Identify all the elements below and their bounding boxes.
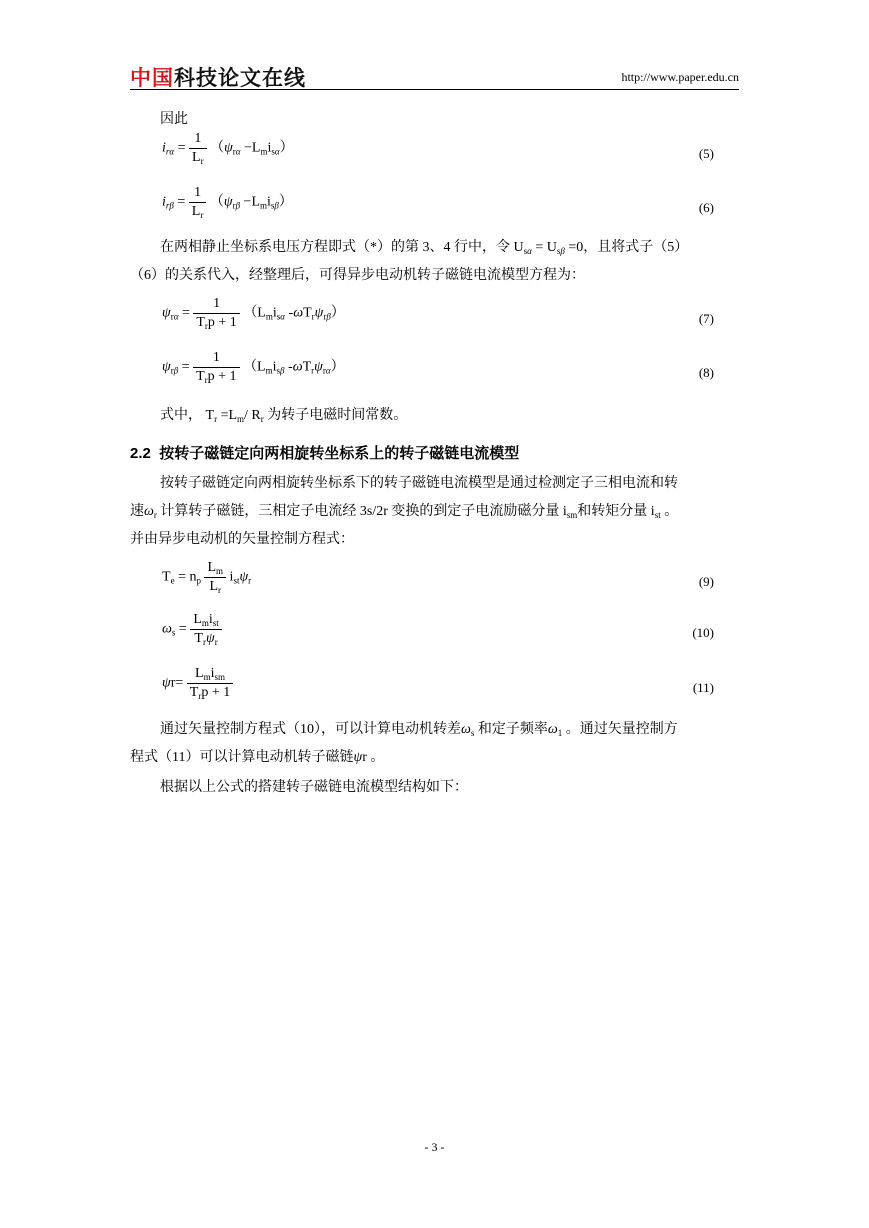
equation-number-7: (7)	[698, 311, 714, 326]
section-heading: 2.2 按转子磁链定向两相旋转坐标系上的转子磁链电流模型	[130, 445, 520, 462]
journal-logo: 中国科技论文在线	[130, 66, 306, 90]
header-url: http://www.paper.edu.cn	[621, 70, 739, 84]
paragraph-2-line-3: 并由异步电动机的矢量控制方程式：	[130, 532, 354, 547]
therefore-text: 因此	[160, 112, 188, 127]
paragraph-1-line-2: （6）的关系代入，经整理后，可得异步电动机转子磁链电流模型方程为：	[130, 268, 585, 283]
equation-number-8: (8)	[698, 365, 714, 380]
paragraph-2-line-2: 速$\omega_r$ 计算转子磁链，三相定子电流经 3s/2r 变换的到定子电流励磁分量 $i_{sm}$和转矩分量 $i_{st}$ 。	[130, 504, 679, 520]
equation-8: $\psi_{r\beta}$ = $\frac{1}{T_rp + 1}$ （$L_mi_{s\beta}$ $-\omega T_r\psi_{r\alpha}$）	[162, 350, 345, 385]
equation-11: ψr= $\frac{L_mi_{sm}}{T_rp + 1}$	[162, 666, 233, 701]
equation-number-9: (9)	[698, 574, 714, 589]
page-number: - 3 -	[424, 1140, 445, 1154]
paragraph-3-line-2: 程式（11）可以计算电动机转子磁链ψr 。	[130, 750, 385, 765]
equation-10: $\omega_s$ = $\frac{L_mi_{st}}{T_r\psi_r}$	[162, 612, 222, 647]
equation-9: $T_e = n_p$ $\frac{L_m}{L_r}$ $i_{st}\psi_r$	[162, 560, 252, 595]
paragraph-4: 根据以上公式的搭建转子磁链电流模型结构如下：	[160, 780, 468, 795]
equation-number-5: (5)	[698, 146, 714, 161]
paragraph-1-line-1: 在两相静止坐标系电压方程即式（*）的第 3、4 行中，令 $U_{s\alpha} = U_{s\beta} =0$，且将式子（5）	[160, 240, 689, 256]
equation-5: $i_{r\alpha}$ = $\frac{1}{L_r}$ $(\psi_{r\alpha} -L_mi_{s\alpha})$	[162, 131, 294, 166]
paragraph-2-line-1: 按转子磁链定向两相旋转坐标系下的转子磁链电流模型是通过检测定子三相电流和转	[160, 476, 678, 491]
equation-number-11: (11)	[692, 680, 714, 695]
equation-number-10: (10)	[692, 625, 714, 640]
tr-definition: 式中， $T_r =L_m/$ $R_r$ 为转子电磁时间常数。	[160, 408, 408, 424]
equation-number-6: (6)	[698, 200, 714, 215]
equation-7: $\psi_{r\alpha}$ = $\frac{1}{T_rp + 1}$ （$L_mi_{s\alpha}$ $-\omega T_r\psi_{r\beta}$）	[162, 296, 345, 331]
paragraph-3-line-1: 通过矢量控制方程式（10），可以计算电动机转差$\omega_s$ 和定子频率$\omega_1$ 。通过矢量控制方	[160, 722, 678, 738]
page-header	[130, 60, 739, 90]
equation-6: $i_{r\beta}$ = $\frac{1}{L_r}$ $(\psi_{r\beta} -L_mi_{s\beta})$	[162, 185, 293, 220]
